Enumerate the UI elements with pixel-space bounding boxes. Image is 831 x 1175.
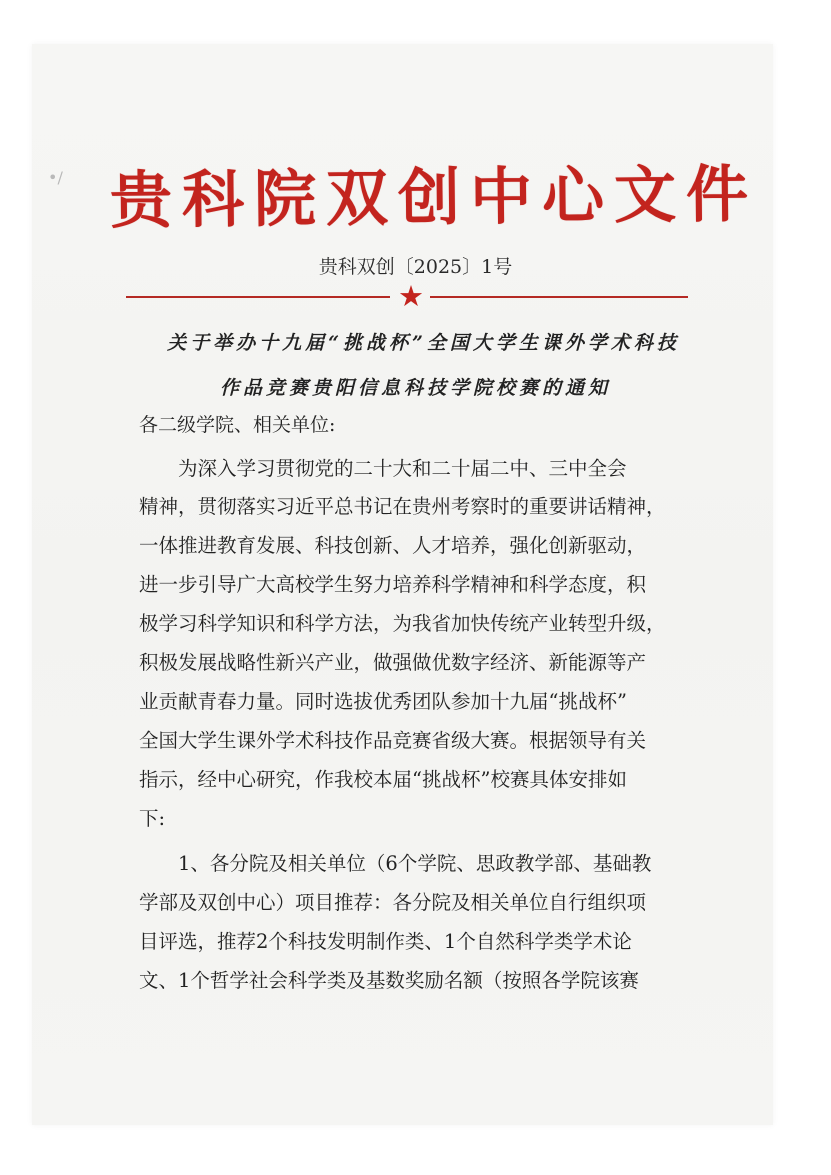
body-line: 积极发展战略性新兴产业，做强做优数字经济、新能源等产	[139, 651, 647, 674]
document-masthead: 贵科院双创中心文件	[109, 157, 759, 238]
body-line: 文、1个哲学社会科学类及基数奖励名额（按照各学院该赛	[139, 969, 639, 992]
red-star-icon: ★	[398, 279, 424, 313]
body-line: 精神，贯彻落实习近平总书记在贵州考察时的重要讲话精神，	[139, 495, 666, 518]
body-line: 极学习科学知识和科学方法，为我省加快传统产业转型升级，	[139, 612, 666, 635]
body-line: 学部及双创中心）项目推荐：各分院及相关单位自行组织项	[139, 891, 647, 914]
red-divider-left	[126, 296, 390, 298]
body-line: 下:	[139, 807, 166, 830]
notice-title-line-1: 关于举办十九届“挑战杯”全国大学生课外学术科技	[167, 332, 680, 354]
body-line: 一体推进教育发展、科技创新、人才培养，强化创新驱动，	[139, 534, 647, 557]
addressee: 各二级学院、相关单位:	[139, 414, 336, 436]
margin-mark: •/	[48, 168, 63, 187]
red-divider-right	[430, 296, 688, 298]
body-line: 业贡献青春力量。同时选拔优秀团队参加十九届“挑战杯”	[139, 690, 627, 713]
body-line: 1、各分院及相关单位（6个学院、思政教学部、基础教	[178, 852, 652, 875]
body-line: 为深入学习贯彻党的二十大和二十届二中、三中全会	[178, 457, 627, 480]
body-line: 指示，经中心研究，作我校本届“挑战杯”校赛具体安排如	[139, 768, 627, 791]
document-number: 贵科双创〔2025〕1号	[318, 256, 513, 278]
notice-title-line-2: 作品竞赛贵阳信息科技学院校赛的通知	[219, 377, 611, 399]
body-line: 进一步引导广大高校学生努力培养科学精神和科学态度，积	[139, 573, 647, 596]
body-line: 全国大学生课外学术科技作品竞赛省级大赛。根据领导有关	[139, 729, 647, 752]
body-line: 目评选，推荐2个科技发明制作类、1个自然科学类学术论	[139, 930, 632, 953]
